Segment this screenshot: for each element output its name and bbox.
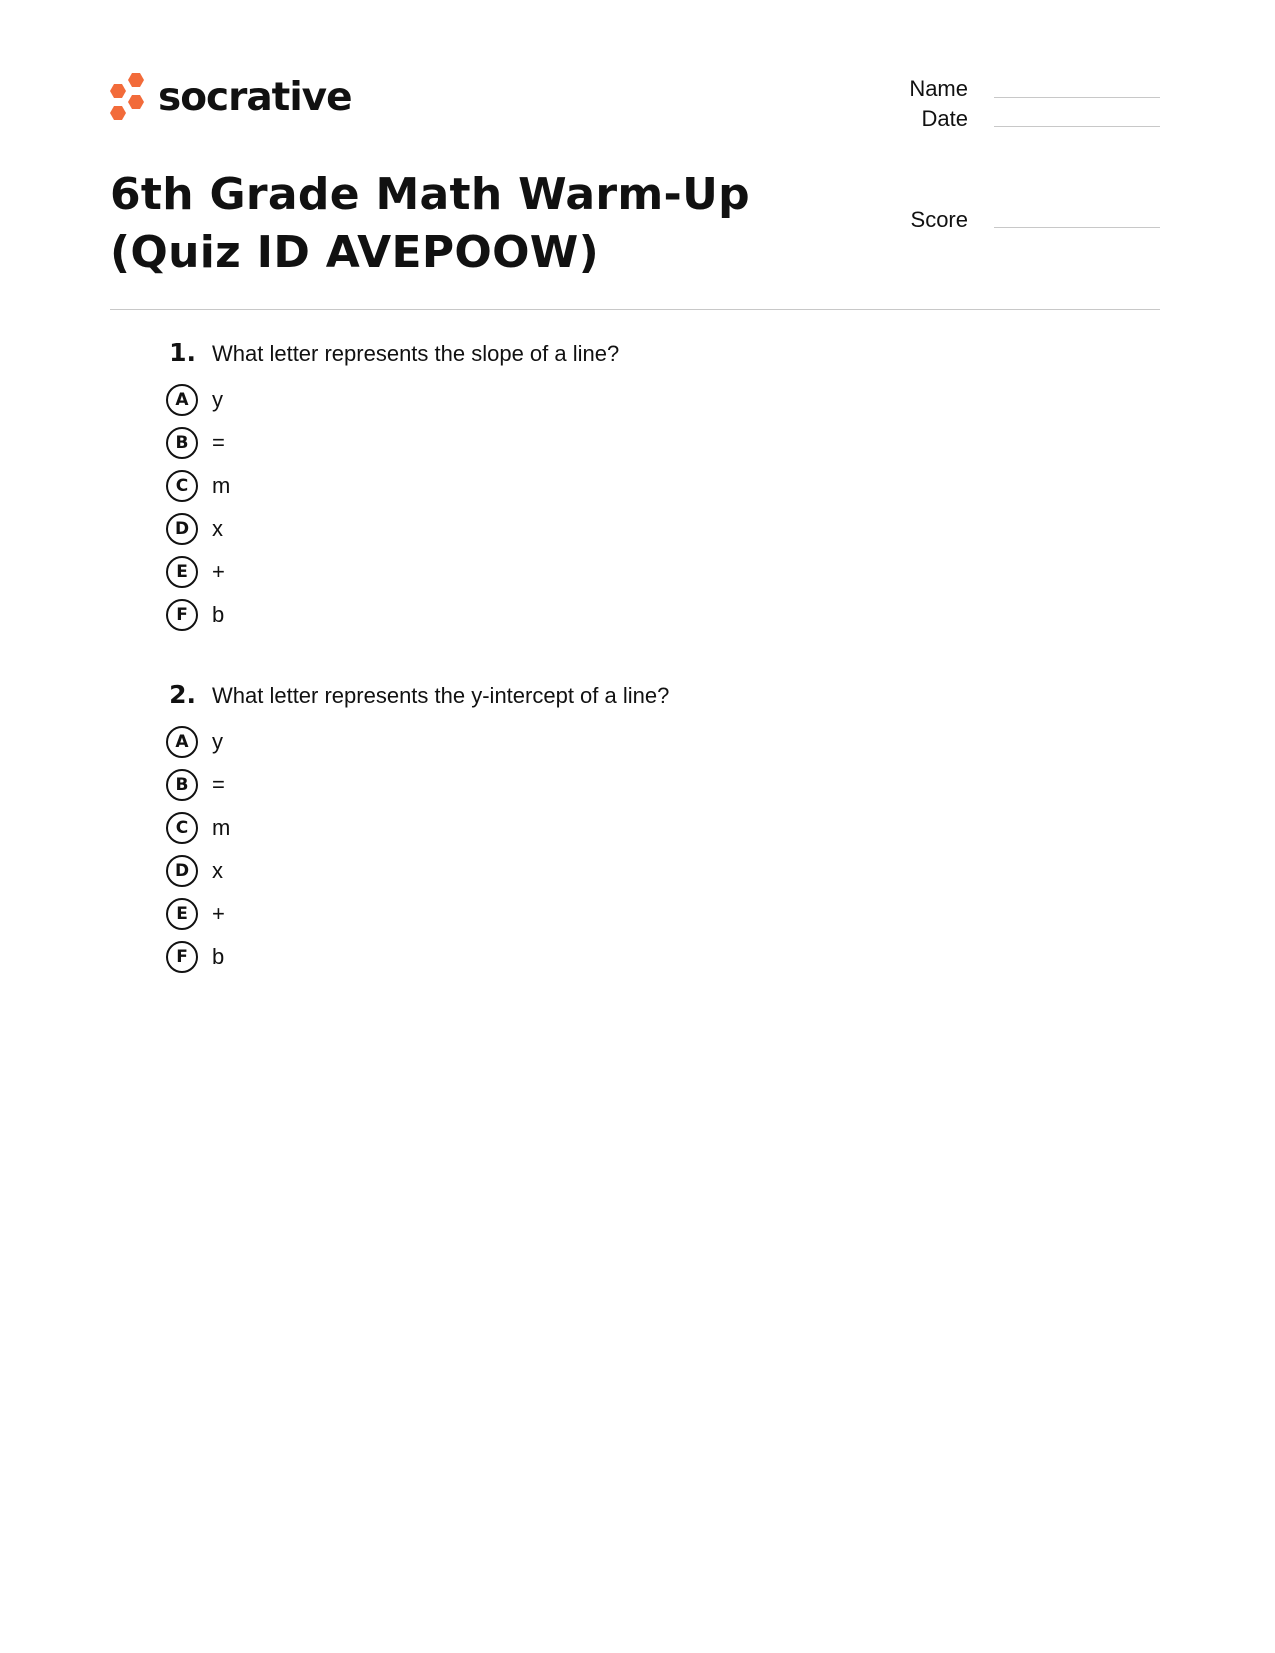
question-text: What letter represents the slope of a line? bbox=[212, 341, 620, 366]
question-number: 2. bbox=[169, 680, 196, 709]
option-text: m bbox=[212, 814, 231, 840]
answer-bubble-a[interactable]: A bbox=[166, 384, 198, 416]
answer-bubble-d[interactable]: D bbox=[166, 513, 198, 545]
header-divider bbox=[110, 309, 1160, 310]
option-text: x bbox=[212, 857, 223, 883]
option-text: x bbox=[212, 515, 223, 541]
answer-bubble-b[interactable]: B bbox=[166, 427, 198, 459]
option-text: y bbox=[212, 386, 223, 412]
option-text: b bbox=[212, 601, 225, 627]
option-b[interactable] bbox=[160, 763, 1060, 806]
option-text: + bbox=[212, 900, 225, 926]
question-text: What letter represents the y-intercept of a line? bbox=[212, 683, 670, 708]
option-a[interactable] bbox=[160, 378, 1060, 421]
question-1 bbox=[160, 338, 1060, 636]
option-e[interactable] bbox=[160, 892, 1060, 935]
hexagon-logo-icon bbox=[110, 72, 150, 122]
option-e[interactable] bbox=[160, 550, 1060, 593]
date-line[interactable] bbox=[994, 126, 1160, 127]
option-text: = bbox=[212, 429, 225, 455]
date-label: Date bbox=[921, 106, 968, 131]
answer-bubble-f[interactable]: F bbox=[166, 941, 198, 973]
answer-bubble-f[interactable]: F bbox=[166, 599, 198, 631]
option-text: y bbox=[212, 728, 223, 754]
answer-bubble-c[interactable]: C bbox=[166, 470, 198, 502]
question-number: 1. bbox=[169, 338, 196, 367]
name-line[interactable] bbox=[994, 97, 1160, 98]
option-b[interactable] bbox=[160, 421, 1060, 464]
answer-bubble-c[interactable]: C bbox=[166, 812, 198, 844]
option-d[interactable] bbox=[160, 849, 1060, 892]
socrative-logo bbox=[110, 72, 352, 122]
option-f[interactable] bbox=[160, 593, 1060, 636]
answer-bubble-e[interactable]: E bbox=[166, 898, 198, 930]
option-c[interactable] bbox=[160, 806, 1060, 849]
option-text: b bbox=[212, 943, 225, 969]
quiz-title: 6th Grade Math Warm-Up (Quiz ID AVEPOOW) bbox=[110, 169, 750, 278]
option-d[interactable] bbox=[160, 507, 1060, 550]
answer-bubble-d[interactable]: D bbox=[166, 855, 198, 887]
option-text: m bbox=[212, 472, 231, 498]
brand-name: socrative bbox=[158, 74, 352, 120]
option-c[interactable] bbox=[160, 464, 1060, 507]
answer-bubble-e[interactable]: E bbox=[166, 556, 198, 588]
option-text: + bbox=[212, 558, 225, 584]
score-label: Score bbox=[910, 207, 968, 232]
name-label: Name bbox=[909, 76, 968, 101]
score-line[interactable] bbox=[994, 227, 1160, 228]
option-a[interactable] bbox=[160, 720, 1060, 763]
question-2 bbox=[160, 680, 1060, 978]
answer-bubble-b[interactable]: B bbox=[166, 769, 198, 801]
option-f[interactable] bbox=[160, 935, 1060, 978]
answer-bubble-a[interactable]: A bbox=[166, 726, 198, 758]
option-text: = bbox=[212, 771, 225, 797]
